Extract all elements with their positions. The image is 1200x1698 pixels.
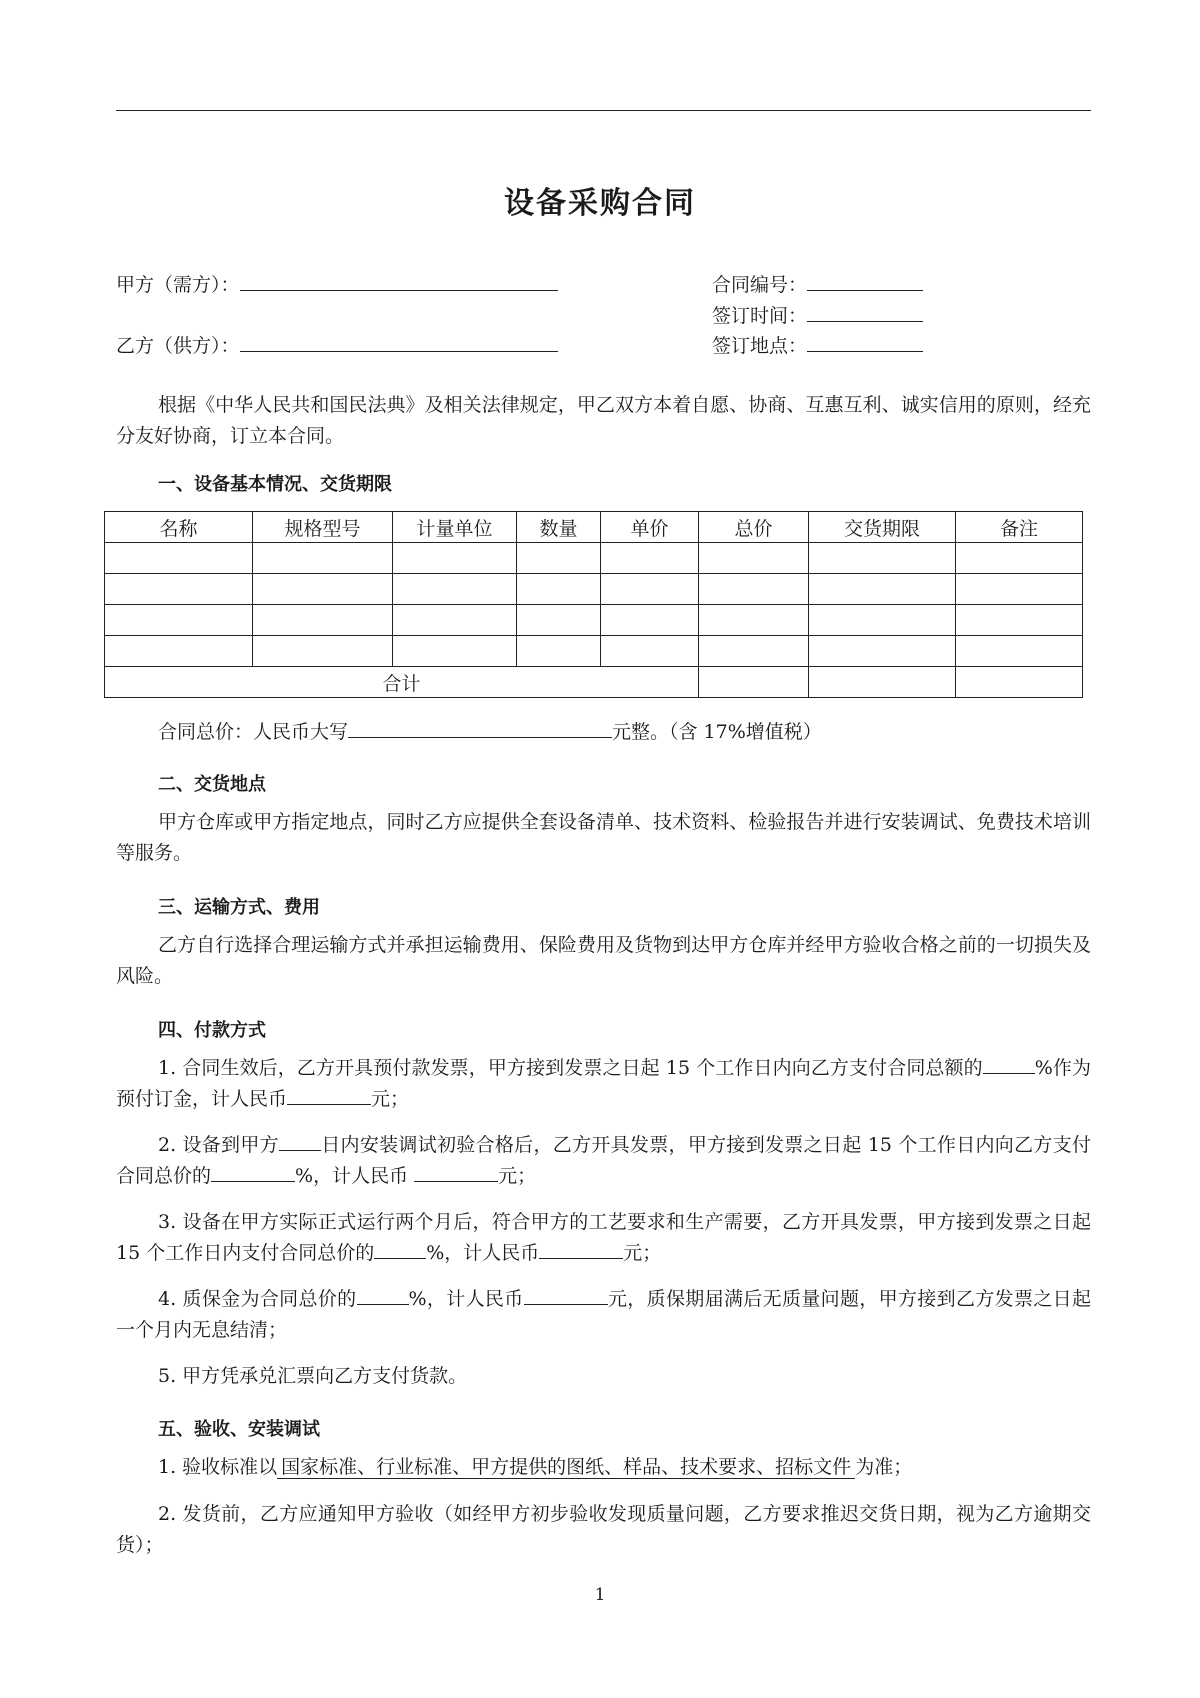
table-cell[interactable] <box>517 636 601 667</box>
table-row <box>105 574 1083 605</box>
table-cell[interactable] <box>393 543 517 574</box>
third-payment-amount-field[interactable] <box>539 1238 623 1259</box>
page-number: 1 <box>594 1585 606 1605</box>
payment-item-1-text-b: %作为预付订金，计人民币 <box>116 1057 1091 1110</box>
table-row <box>105 605 1083 636</box>
table-total-row <box>105 667 1083 698</box>
party-a-row <box>116 270 558 297</box>
table-row <box>105 543 1083 574</box>
party-a-label: 甲方（需方）： <box>116 274 240 296</box>
table-cell[interactable] <box>809 605 956 636</box>
acceptance-item-1 <box>116 1452 1091 1483</box>
table-row <box>105 636 1083 667</box>
section-1-heading: 一、设备基本情况、交货期限 <box>158 474 392 495</box>
payment-item-4 <box>116 1284 1091 1346</box>
intro-paragraph: 根据《中华人民共和国民法典》及相关法律规定，甲乙双方本着自愿、协商、互惠互利、诚实信用的原则，经充分友好协商，订立本合同。 <box>116 394 1091 447</box>
table-cell[interactable] <box>699 636 809 667</box>
payment-item-2-text: 2. 设备到甲方 <box>158 1134 279 1156</box>
table-cell[interactable] <box>699 574 809 605</box>
total-delivery-cell[interactable] <box>809 667 956 698</box>
total-label-cell: 合计 <box>105 667 699 698</box>
section-3-heading: 三、运输方式、费用 <box>158 897 320 918</box>
col-unit: 计量单位 <box>393 512 517 543</box>
prepay-percent-field[interactable] <box>983 1053 1035 1074</box>
col-total-price: 总价 <box>699 512 809 543</box>
sign-time-label: 签订时间： <box>712 305 808 327</box>
contract-no-label: 合同编号： <box>712 274 808 296</box>
table-cell[interactable] <box>105 605 253 636</box>
sign-time-field[interactable] <box>807 301 923 322</box>
total-price-cell[interactable] <box>699 667 809 698</box>
table-cell[interactable] <box>809 636 956 667</box>
table-cell[interactable] <box>699 605 809 636</box>
payment-item-3-text-c: 元； <box>623 1242 662 1264</box>
table-cell[interactable] <box>601 574 699 605</box>
total-remarks-cell[interactable] <box>956 667 1083 698</box>
section-3-text: 乙方自行选择合理运输方式并承担运输费用、保险费用及货物到达甲方仓库并经甲方验收合格之前的一切损失及风险。 <box>116 934 1091 987</box>
col-remarks: 备注 <box>956 512 1083 543</box>
table-cell[interactable] <box>393 574 517 605</box>
header-rule <box>116 110 1091 111</box>
table-cell[interactable] <box>253 543 393 574</box>
col-quantity: 数量 <box>517 512 601 543</box>
table-cell[interactable] <box>809 543 956 574</box>
contract-no-field[interactable] <box>807 270 923 291</box>
payment-item-2-text-b: 日内安装调试初验合格后，乙方开具发票，甲方接到发票之日起 15 个工作日内向乙方支付合同总价的 <box>116 1134 1091 1187</box>
acceptance-item-1-text: 1. 验收标准以 <box>158 1456 278 1478</box>
payment-item-4-text-c: 元，质保期届满后无质量问题，甲方接到乙方发票之日起一个月内无息结清； <box>116 1288 1091 1341</box>
table-cell[interactable] <box>956 543 1083 574</box>
table-cell[interactable] <box>956 605 1083 636</box>
table-cell[interactable] <box>517 605 601 636</box>
total-price-suffix: 元整。（含 17%增值税） <box>612 721 822 743</box>
payment-item-1 <box>116 1053 1091 1115</box>
section-2-heading: 二、交货地点 <box>158 774 266 795</box>
party-b-label: 乙方（供方）： <box>116 335 240 357</box>
table-cell[interactable] <box>699 543 809 574</box>
table-cell[interactable] <box>601 636 699 667</box>
table-cell[interactable] <box>105 636 253 667</box>
col-model: 规格型号 <box>253 512 393 543</box>
table-cell[interactable] <box>601 543 699 574</box>
equipment-table <box>104 511 1083 698</box>
section-4-heading: 四、付款方式 <box>158 1020 266 1041</box>
table-cell[interactable] <box>105 543 253 574</box>
table-cell[interactable] <box>393 605 517 636</box>
second-payment-amount-field[interactable] <box>414 1161 498 1182</box>
sign-time-row <box>712 301 923 328</box>
total-price-prefix: 合同总价：人民币大写 <box>158 721 349 743</box>
acceptance-standard-field[interactable]: 国家标准、行业标准、甲方提供的图纸、样品、技术要求、招标文件 <box>277 1456 855 1479</box>
acceptance-item-1-text-b: 为准； <box>855 1456 913 1478</box>
contract-no-row <box>712 270 923 297</box>
table-cell[interactable] <box>517 543 601 574</box>
total-price-words-field[interactable] <box>348 717 612 738</box>
warranty-percent-field[interactable] <box>357 1284 409 1305</box>
table-cell[interactable] <box>253 636 393 667</box>
table-cell[interactable] <box>809 574 956 605</box>
document-title: 设备采购合同 <box>504 186 696 221</box>
contract-total-line <box>158 717 822 744</box>
payment-item-4-text: 4. 质保金为合同总价的 <box>158 1288 357 1310</box>
table-header-row <box>105 512 1083 543</box>
warranty-amount-field[interactable] <box>524 1284 608 1305</box>
acceptance-item-2: 2. 发货前，乙方应通知甲方验收（如经甲方初步验收发现质量问题，乙方要求推迟交货日期，视为乙方逾期交货）； <box>116 1503 1091 1556</box>
party-b-row <box>116 331 558 358</box>
table-cell[interactable] <box>105 574 253 605</box>
payment-item-5: 5. 甲方凭承兑汇票向乙方支付货款。 <box>158 1365 468 1387</box>
section-5-heading: 五、验收、安装调试 <box>158 1419 320 1440</box>
payment-item-1-text: 1. 合同生效后，乙方开具预付款发票，甲方接到发票之日起 15 个工作日内向乙方支付合同总额的 <box>158 1057 983 1079</box>
party-a-field[interactable] <box>240 270 558 291</box>
section-2-text: 甲方仓库或甲方指定地点，同时乙方应提供全套设备清单、技术资料、检验报告并进行安装调试、免费技术培训等服务。 <box>116 811 1091 864</box>
payment-item-3-text-b: %，计人民币 <box>426 1242 540 1264</box>
table-cell[interactable] <box>956 636 1083 667</box>
col-name: 名称 <box>105 512 253 543</box>
sign-place-row <box>712 331 923 358</box>
payment-item-3-text: 3. 设备在甲方实际正式运行两个月后，符合甲方的工艺要求和生产需要，乙方开具发票，甲方接到发票之日起 15 个工作日内支付合同总价的 <box>116 1211 1091 1264</box>
payment-item-2-text-c: %，计人民币 <box>295 1165 415 1187</box>
table-cell[interactable] <box>393 636 517 667</box>
table-cell[interactable] <box>253 605 393 636</box>
table-cell[interactable] <box>601 605 699 636</box>
table-cell[interactable] <box>956 574 1083 605</box>
col-delivery-period: 交货期限 <box>809 512 956 543</box>
table-cell[interactable] <box>253 574 393 605</box>
payment-item-4-text-b: %，计人民币 <box>408 1288 524 1310</box>
sign-place-field[interactable] <box>807 331 923 352</box>
prepay-amount-field[interactable] <box>287 1084 371 1105</box>
payment-item-3 <box>116 1207 1091 1269</box>
table-cell[interactable] <box>517 574 601 605</box>
second-payment-percent-field[interactable] <box>211 1161 295 1182</box>
sign-place-label: 签订地点： <box>712 335 808 357</box>
payment-item-2 <box>116 1130 1091 1192</box>
payment-item-1-text-c: 元； <box>371 1088 410 1110</box>
col-unit-price: 单价 <box>601 512 699 543</box>
payment-item-2-text-d: 元； <box>498 1165 537 1187</box>
third-payment-percent-field[interactable] <box>374 1238 426 1259</box>
install-days-field[interactable] <box>279 1130 321 1151</box>
party-b-field[interactable] <box>240 331 558 352</box>
